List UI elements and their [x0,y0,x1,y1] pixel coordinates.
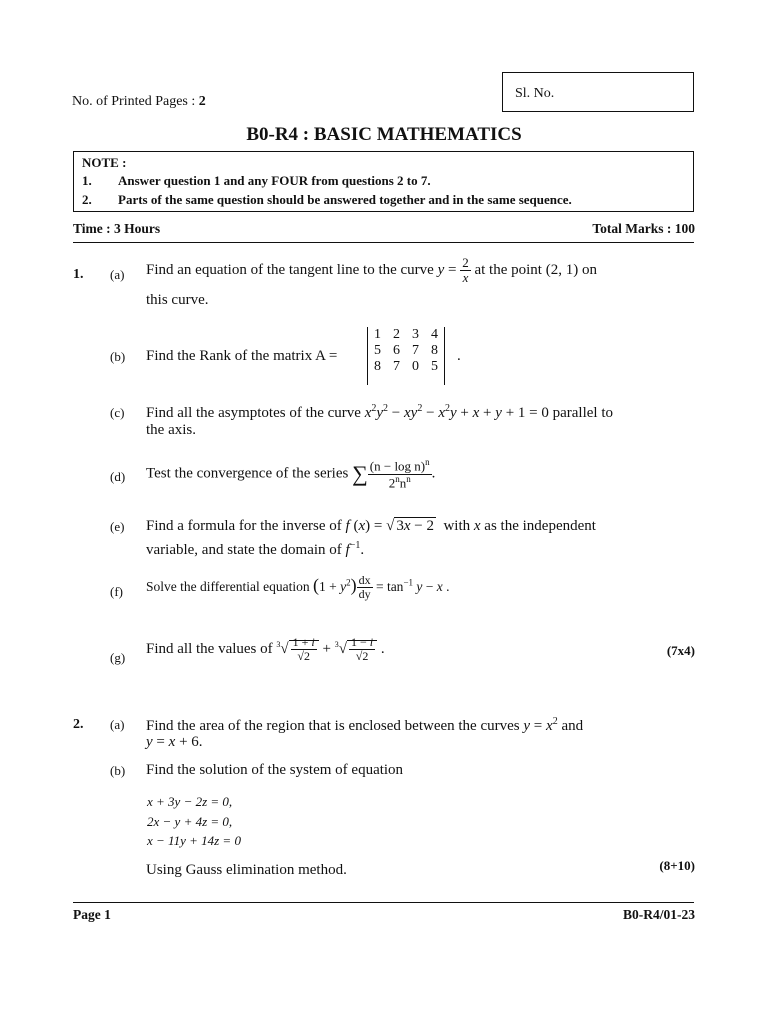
q1b-text: Find the Rank of the matrix A = [146,348,338,364]
matrix-cell: 8 [431,343,438,358]
note-box [73,151,694,212]
q2b-method: Using Gauss elimination method. [146,862,347,878]
page-title: B0-R4 : BASIC MATHEMATICS [246,124,522,145]
q2a-text-cont: y = x + 6. [146,734,203,750]
sigma-icon: ∑ [352,461,368,487]
q2a-label: (a) [110,717,125,732]
matrix-cell: 8 [374,359,381,374]
q1a-text-cont: this curve. [146,292,209,308]
q2-marks: (8+10) [659,858,695,873]
note-item-2-num: 2. [82,192,92,207]
matrix-cell: 4 [431,327,438,342]
q1c-label: (c) [110,405,125,420]
q2b-label: (b) [110,763,126,778]
q1g-text: Find all the values of $^3$√ $\frac{1 + i}{√2}$ + $^3$√ $\frac{1 - i}{√2}$ . [146,635,385,664]
q1f-text: Solve the differential equation $(1 + y^2)$ $\frac{dx}{dy}$ = $\tan^{-1} y - x$ . [146,573,450,602]
serial-number-box: Sl. No. [502,72,694,112]
q1a-label: (a) [110,267,125,282]
matrix-cell: 5 [431,359,438,374]
matrix-cell: 7 [412,343,419,358]
matrix-cell: 6 [393,343,400,358]
q1d-text: Test the convergence of the series ∑ $\frac{(n - \log n)^n}{2^nn^n}$ . [146,457,436,490]
q1c-text-cont: the axis. [146,422,196,438]
matrix-row [368,343,444,359]
matrix-cell: 0 [412,359,419,374]
q1-marks: (7x4) [666,643,695,658]
q1f-label: (f) [110,584,123,599]
time-label: Time : 3 Hours [73,221,161,236]
matrix-cell: 1 [374,327,381,342]
note-item-1: Answer question 1 and any FOUR from questions 2 to 7. [118,173,431,188]
question-2-number: 2. [73,717,84,732]
header-divider [73,242,694,243]
q1a-text: Find an equation of the tangent line to the curve y = $\frac{2}{x}$ at the point (2, 1) on [146,255,597,286]
page-number: Page 1 [73,907,111,922]
note-item-2: Parts of the same question should be answered together and in the same sequence. [118,192,572,207]
q2b-text: Find the solution of the system of equation [146,762,404,778]
footer-divider [73,902,694,903]
matrix-row [368,359,444,375]
matrix-A [367,327,445,385]
equation-2: 2x − y + 4z = 0, [147,814,233,829]
q1b-label: (b) [110,349,126,364]
fraction-2-over-x: $\frac{2}{x}$ [462,255,469,286]
question-1-number: 1. [73,267,84,282]
q1e-label: (e) [110,519,125,534]
q1e-text-cont: variable, and state the domain of $f^{-1}$. [146,540,365,558]
q1d-label: (d) [110,469,126,484]
note-heading: NOTE : [82,155,127,170]
matrix-cell: 7 [393,359,400,374]
q1e-text: Find a formula for the inverse of f (x) = √ 3x − 2 with x as the independent [146,518,596,534]
printed-pages: No. of Printed Pages : 2 [72,94,206,109]
matrix-cell: 2 [393,327,400,342]
equation-3: x − 11y + 14z = 0 [147,833,241,848]
total-marks-label: Total Marks : 100 [592,221,695,236]
equation-1: x + 3y − 2z = 0, [147,794,233,809]
q1g-label: (g) [110,650,126,665]
q2a-text: Find the area of the region that is enclosed between the curves $y = x^2$ and [146,716,584,734]
q1c-text: Find all the asymptotes of the curve $x^2y^2 - xy^2 - x^2y + x + y + 1 = 0$ parallel to [146,403,613,421]
note-item-1-num: 1. [82,173,92,188]
matrix-row [368,327,444,343]
matrix-cell: 3 [412,327,419,342]
matrix-cell: 5 [374,343,381,358]
paper-code: B0-R4/01-23 [623,907,695,922]
